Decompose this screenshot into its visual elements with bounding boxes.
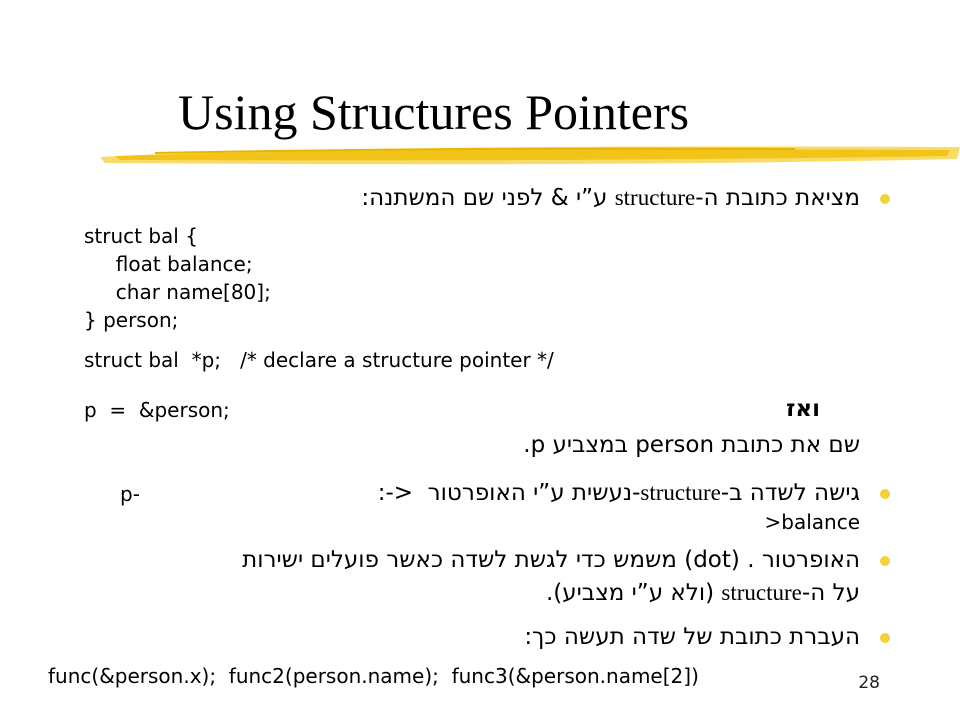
bullet-dot (880, 489, 890, 499)
code-line: } person; (84, 308, 179, 332)
explain-line: שם את כתובת person במצביע p. (523, 432, 860, 458)
code-line: struct bal { (84, 224, 198, 248)
bullet-3-line-2: על ה-structure (ולא ע”י מצביע). (545, 580, 860, 606)
bullet-dot (880, 556, 890, 566)
arrow-code-a: p- (120, 482, 140, 506)
then-word: ואז (786, 396, 820, 422)
slide-title: Using Structures Pointers (178, 84, 690, 140)
bullet-1-text: מציאת כתובת ה-structure ע”י & לפני שם המשתנה: (361, 185, 860, 211)
bullet-dot (880, 194, 890, 204)
page-number: 28 (858, 673, 880, 693)
code-line: char name[80]; (84, 280, 271, 304)
code-line: float balance; (84, 252, 253, 276)
bullet-4-text: העברת כתובת של שדה תעשה כך: (524, 624, 860, 650)
code-line: p = &person; (84, 398, 230, 422)
code-line: struct bal *p; /* declare a structure pointer */ (84, 348, 554, 372)
title-underline (95, 135, 960, 175)
bullet-3-line-1: האופרטור . (dot) משמש כדי לגשת לשדה כאשר פועלים ישירות (242, 547, 860, 573)
bullet-dot (880, 633, 890, 643)
func-code-line: func(&person.x); func2(person.name); func3(&person.name[2]) (48, 664, 699, 688)
arrow-code-b: >balance (764, 510, 860, 534)
bullet-2-text: גישה לשדה ב-structure-נעשית ע”י האופרטור <-: (377, 480, 860, 506)
